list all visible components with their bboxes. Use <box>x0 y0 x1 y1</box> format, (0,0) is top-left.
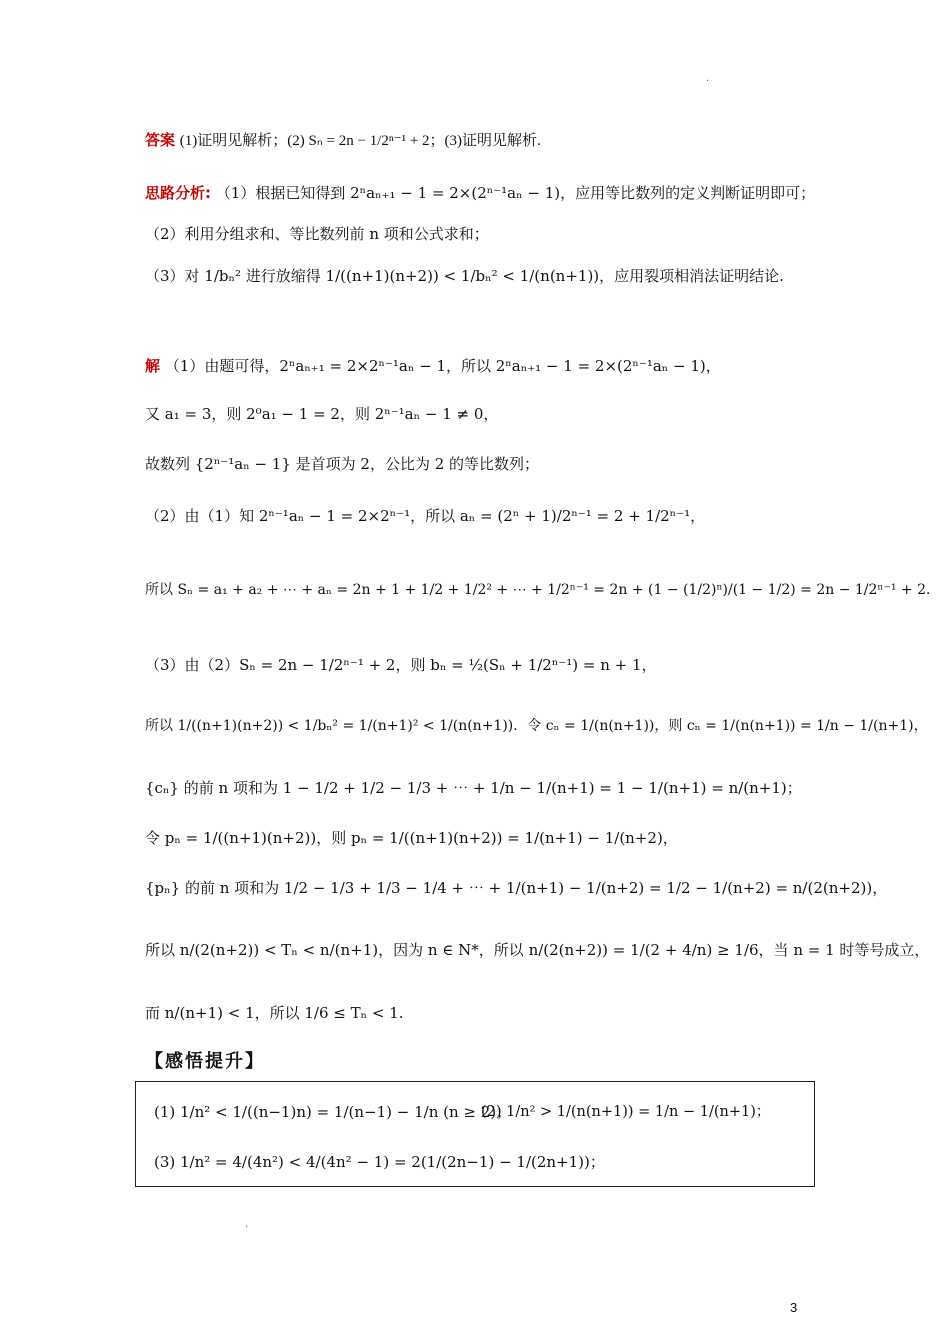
page-number: 3 <box>790 1300 798 1315</box>
answer-label: 答案 <box>145 131 176 149</box>
solution-text-1: （1）由题可得，2ⁿaₙ₊₁ = 2×2ⁿ⁻¹aₙ − 1，所以 2ⁿaₙ₊₁ − 1 = 2×(2ⁿ⁻¹aₙ − 1)， <box>164 357 721 375</box>
analysis-line-1 <box>145 183 815 203</box>
insight-formula-3: (3) 1/n² = 4/(4n²) < 4/(4n² − 1) = 2(1/(2n−1) − 1/(2n+1))； <box>154 1153 605 1171</box>
solution-text-8: {cₙ} 的前 n 项和为 1 − 1/2 + 1/2 − 1/3 + ⋯ + 1/n − 1/(n+1) = 1 − 1/(n+1) = n/(n+1)； <box>145 779 802 797</box>
solution-label: 解 <box>145 357 161 375</box>
analysis-label: 思路分析: <box>145 184 211 202</box>
solution-text-2: 又 a₁ = 3，则 2⁰a₁ − 1 = 2，则 2ⁿ⁻¹aₙ − 1 ≠ 0， <box>145 405 499 423</box>
insight-formula-2: (2) 1/n² > 1/(n(n+1)) = 1/n − 1/(n+1)； <box>481 1104 771 1120</box>
solution-text-10: {pₙ} 的前 n 项和为 1/2 − 1/3 + 1/3 − 1/4 + ⋯ + 1/(n+1) − 1/(n+2) = 1/2 − 1/(n+2) = n/(2(n+2))， <box>145 879 888 897</box>
insight-box <box>135 1081 815 1187</box>
solution-text-4: （2）由（1）知 2ⁿ⁻¹aₙ − 1 = 2×2ⁿ⁻¹，所以 aₙ = (2ⁿ + 1)/2ⁿ⁻¹ = 2 + 1/2ⁿ⁻¹， <box>145 507 706 525</box>
solution-text-9: 令 pₙ = 1/((n+1)(n+2))，则 pₙ = 1/((n+1)(n+2)) = 1/(n+1) − 1/(n+2)， <box>145 829 678 847</box>
answer-text: (1)证明见解析；(2) Sₙ = 2n − 1/2ⁿ⁻¹ + 2；(3)证明见解析. <box>179 133 541 149</box>
solution-text-5: 所以 Sₙ = a₁ + a₂ + ⋯ + aₙ = 2n + 1 + 1/2 + 1/2² + ⋯ + 1/2ⁿ⁻¹ = 2n + (1 − (1/2)ⁿ)/(1 − 1/2) = 2n − 1/2ⁿ⁻¹ + 2. <box>145 582 931 598</box>
solution-line-1 <box>145 356 721 376</box>
speck-mark: · <box>245 1222 249 1233</box>
solution-text-3: 故数列 {2ⁿ⁻¹aₙ − 1} 是首项为 2，公比为 2 的等比数列； <box>145 455 540 473</box>
solution-text-12: 而 n/(n+1) < 1，所以 1/6 ≤ Tₙ < 1. <box>145 1004 404 1022</box>
answer-line <box>145 130 541 151</box>
insight-heading: 【感悟提升】 <box>145 1051 265 1072</box>
solution-text-6: （3）由（2）Sₙ = 2n − 1/2ⁿ⁻¹ + 2，则 bₙ = ½(Sₙ + 1/2ⁿ⁻¹) = n + 1， <box>145 656 657 674</box>
speck-mark: · <box>706 76 710 87</box>
analysis-step-1: （1）根据已知得到 2ⁿaₙ₊₁ − 1 = 2×(2ⁿ⁻¹aₙ − 1)，应用等比数列的定义判断证明即可； <box>215 184 816 202</box>
analysis-step-3: （3）对 1/bₙ² 进行放缩得 1/((n+1)(n+2)) < 1/bₙ² < 1/(n(n+1))，应用裂项相消法证明结论. <box>145 267 784 285</box>
analysis-step-2: （2）利用分组求和、等比数列前 n 项和公式求和； <box>145 225 489 243</box>
solution-text-7: 所以 1/((n+1)(n+2)) < 1/bₙ² = 1/(n+1)² < 1/(n(n+1))．令 cₙ = 1/(n(n+1))，则 cₙ = 1/(n(n+1)) = 1/n − 1/(n+1)， <box>145 718 928 734</box>
solution-text-11: 所以 n/(2(n+2)) < Tₙ < n/(n+1)，因为 n ∈ N*，所以 n/(2(n+2)) = 1/(2 + 4/n) ≥ 1/6，当 n = 1 时等号成立， <box>145 941 930 959</box>
insight-formula-1: (1) 1/n² < 1/((n−1)n) = 1/(n−1) − 1/n (n ≥ 2)； <box>154 1103 512 1121</box>
